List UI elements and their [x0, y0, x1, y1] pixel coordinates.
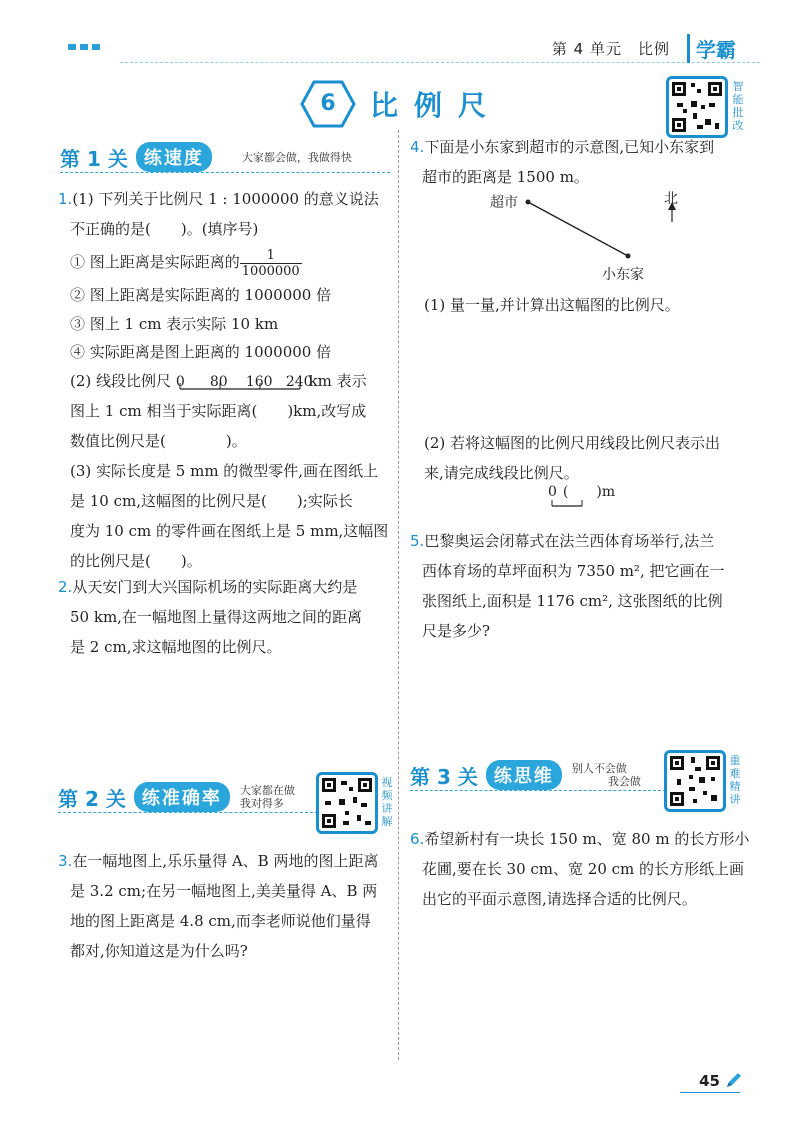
section-3-note-1: 别人不会做 [571, 762, 627, 775]
q6-line1: 希望新村有一块长 150 m、宽 80 m 的长方形小 [424, 830, 750, 848]
question-2-number: 2. [58, 578, 73, 596]
q1-part2-post: km 表示 [308, 372, 367, 390]
section-1-rule [60, 172, 390, 173]
question-6-number: 6. [410, 830, 425, 848]
lesson-title [300, 80, 502, 128]
qr-pattern [319, 775, 375, 831]
q5-line4: 尺是多少? [422, 622, 491, 640]
q4-part2-line2: 来,请完成线段比例尺。 [424, 464, 579, 482]
q3-line2: 是 3.2 cm;在另一幅地图上,美美量得 A、B 两 [70, 882, 378, 900]
q1-line2: 不正确的是( )。(填序号) [70, 220, 259, 238]
qr-side-label: 重难精讲 [729, 754, 741, 806]
q1-line4: 数值比例尺是( )。 [70, 432, 247, 450]
question-4 [410, 132, 714, 192]
question-3 [58, 846, 378, 966]
q2-line2: 50 km,在一幅地图上量得这两地之间的距离 [70, 608, 362, 626]
question-1-number: 1. [58, 190, 73, 208]
q1-part2-pre: (2) 线段比例尺 [70, 372, 172, 390]
page-rule [680, 1092, 740, 1093]
brand-logo: 学霸 [687, 34, 736, 63]
section-2-pill: 练准确率 [134, 782, 230, 812]
q5-line3: 张图纸上,面积是 1176 cm², 这张图纸的比例 [422, 592, 723, 610]
blank-scale-labels [548, 482, 615, 502]
section-3-pill: 练思维 [486, 760, 562, 790]
page-number: 45 [699, 1072, 720, 1090]
fraction-numerator: 1 [240, 248, 302, 264]
section-3-note [572, 762, 641, 788]
question-1 [58, 184, 388, 576]
scale-tick-0: 0 [175, 374, 185, 390]
map-label-home: 小东家 [602, 267, 644, 283]
question-2 [58, 572, 362, 662]
pencil-icon [724, 1070, 744, 1090]
map-label-north: 北 [664, 191, 678, 207]
section-1-note: 大家都会做，我做得快 [241, 150, 352, 164]
question-4-part1 [424, 290, 680, 320]
qr-side-label: 智能批改 [732, 80, 744, 132]
section-2-note [240, 784, 295, 810]
question-6 [410, 824, 749, 914]
q6-line2: 花圃,要在长 30 cm、宽 20 cm 的长方形纸上画 [422, 860, 745, 878]
qr-code[interactable] [666, 76, 728, 138]
qr-pattern [667, 753, 723, 809]
fraction-denominator: 1000000 [241, 263, 300, 279]
q6-line3: 出它的平面示意图,请选择合适的比例尺。 [422, 890, 697, 908]
section-1-header [60, 142, 352, 172]
q4-line1: 下面是小东家到超市的示意图,已知小东家到 [424, 138, 715, 156]
section-2-header [58, 782, 295, 812]
qr-side-label: 视频讲解 [381, 776, 393, 828]
question-4-number: 4. [410, 138, 425, 156]
q2-line3: 是 2 cm,求这幅地图的比例尺。 [70, 638, 282, 656]
section-3-label: 第 3 关 [410, 764, 478, 789]
question-4-part2 [424, 428, 720, 488]
map-label-supermarket: 超市 [490, 195, 518, 211]
q1-option2: ② 图上距离是实际距离的 1000000 倍 [70, 286, 332, 304]
question-5 [410, 526, 725, 646]
q1-line5: (3) 实际长度是 5 mm 的微型零件,画在图纸上 [70, 462, 379, 480]
qr-pattern [669, 79, 725, 135]
q3-line4: 都对,你知道这是为什么吗? [70, 942, 248, 960]
q3-line3: 地的图上距离是 4.8 cm,而李老师说他们量得 [70, 912, 371, 930]
section-2-note-1: 大家都在做 [239, 784, 295, 797]
q1-line1: (1) 下列关于比例尺 1 : 1000000 的意义说法 [72, 190, 379, 208]
lesson-number-badge [300, 80, 356, 128]
q1-line7: 度为 10 cm 的零件画在图纸上是 5 mm,这幅图 [70, 522, 389, 540]
q5-line2: 西体育场的草坪面积为 7350 m², 把它画在一 [422, 562, 725, 580]
qr-code[interactable] [316, 772, 378, 834]
q1-line6: 是 10 cm,这幅图的比例尺是( );实际长 [70, 492, 353, 510]
q1-option1: ① 图上距离是实际距离的 [70, 253, 240, 271]
question-5-number: 5. [410, 532, 425, 550]
q5-line1: 巴黎奥运会闭幕式在法兰西体育场举行,法兰 [424, 532, 715, 550]
q1-option4: ④ 实际距离是图上距离的 1000000 倍 [70, 343, 332, 361]
fraction [240, 248, 302, 279]
column-divider [398, 130, 399, 1060]
scale-tick-1: 80 [209, 374, 228, 390]
scale-tick-2: 160 [245, 374, 273, 390]
section-3-rule [410, 790, 666, 791]
section-2-rule [58, 812, 318, 813]
section-1-pill: 练速度 [136, 142, 212, 172]
q2-line1: 从天安门到大兴国际机场的实际距离大约是 [72, 578, 358, 596]
unit-label: 第 4 单元 比例 [551, 40, 670, 58]
blank-scale-unit: ( )m [562, 484, 616, 500]
section-3-note-2: 我会做 [607, 775, 641, 788]
qr-code[interactable] [664, 750, 726, 812]
q3-line1: 在一幅地图上,乐乐量得 A、B 两地的图上距离 [72, 852, 379, 870]
line-scale [175, 371, 313, 393]
header-rule [120, 62, 760, 63]
lesson-number: 6 [320, 91, 336, 116]
section-2-note-2: 我对得多 [239, 797, 284, 810]
route-map [490, 188, 690, 288]
q4-line2: 超市的距离是 1500 m。 [422, 168, 589, 186]
lesson-title-text: 比例尺 [370, 89, 503, 122]
header-decoration [68, 44, 100, 50]
q1-line3: 图上 1 cm 相当于实际距离( )km,改写成 [70, 402, 367, 420]
q4-part2-line1: (2) 若将这幅图的比例尺用线段比例尺表示出 [424, 434, 721, 452]
q1-line8: 的比例尺是( )。 [70, 552, 202, 570]
scale-tick-3: 240 [285, 374, 313, 390]
blank-scale-zero: 0 [548, 484, 557, 500]
section-2-label: 第 2 关 [58, 786, 126, 811]
section-3-header [410, 760, 641, 790]
q1-option3: ③ 图上 1 cm 表示实际 10 km [70, 315, 279, 333]
question-3-number: 3. [58, 852, 73, 870]
q4-part1: (1) 量一量,并计算出这幅图的比例尺。 [424, 296, 680, 314]
section-1-label: 第 1 关 [60, 146, 128, 171]
